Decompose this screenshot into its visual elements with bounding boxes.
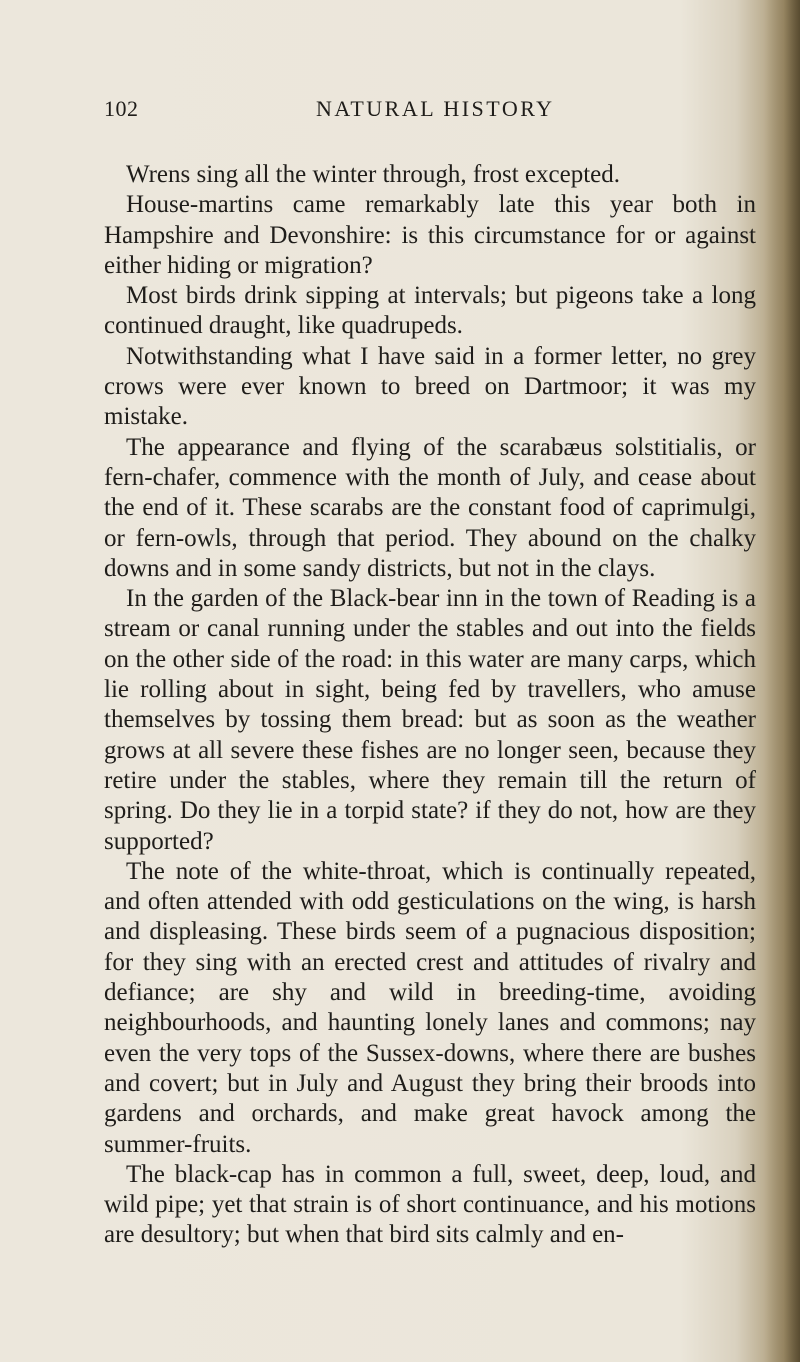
page-number: 102 <box>104 96 139 121</box>
paragraph: In the garden of the Black-bear inn in the town of Reading is a stream or canal running under the stables and out into the fields on the other side of the road: in this water are many carps, which lie rolling about in sight, being fed by travellers, who amuse themselves by tossing them bread: but as soon as the weather grows at all severe these fishes are no longer seen, because they retire under the stables, where they remain till the return of spring. Do they lie in a torpid state? if they do not, how are they supported? <box>104 585 756 855</box>
paragraph: The note of the white-throat, which is continually repeated, and often attended with odd gesticulations on the wing, is harsh and displeasing. These birds seem of a pugnacious disposition; for they sing with an erected crest and attitudes of rivalry and defiance; are shy and wild in breeding-time, avoiding neighbourhoods, and haunting lonely lanes and commons; nay even the very tops of the Sussex-downs, where there are bushes and covert; but in July and August they bring their broods into gardens and orchards, and make great havock among the summer-fruits. <box>104 857 756 1158</box>
page-edge-shadow <box>764 0 800 1362</box>
paragraph: Notwithstanding what I have said in a former letter, no grey crows were ever known to breed on Dartmoor; it was my mistake. <box>104 342 756 431</box>
body-text <box>104 160 756 1251</box>
paragraph: Most birds drink sipping at intervals; but pigeons take a long continued draught, like quadrupeds. <box>104 282 756 340</box>
paragraph: House-martins came remarkably late this year both in Hampshire and Devonshire: is this circumstance for or against either hiding or migration? <box>104 191 756 279</box>
paragraph: The appearance and flying of the scarabæus solstitialis, or fern-chafer, commence with the month of July, and cease about the end of it. These scarabs are the constant food of caprimulgi, or fern-owls, through that period. They abound on the chalky downs and in some sandy districts, but not in the clays. <box>104 433 756 582</box>
running-head: NATURAL HISTORY <box>316 96 555 121</box>
paragraph: The black-cap has in common a full, sweet, deep, loud, and wild pipe; yet that strain is of short continuance, and his motions are desultory; but when that bird sits calmly and en- <box>104 1160 756 1249</box>
paragraph: Wrens sing all the winter through, frost excepted. <box>126 161 620 188</box>
page-header <box>104 96 756 130</box>
